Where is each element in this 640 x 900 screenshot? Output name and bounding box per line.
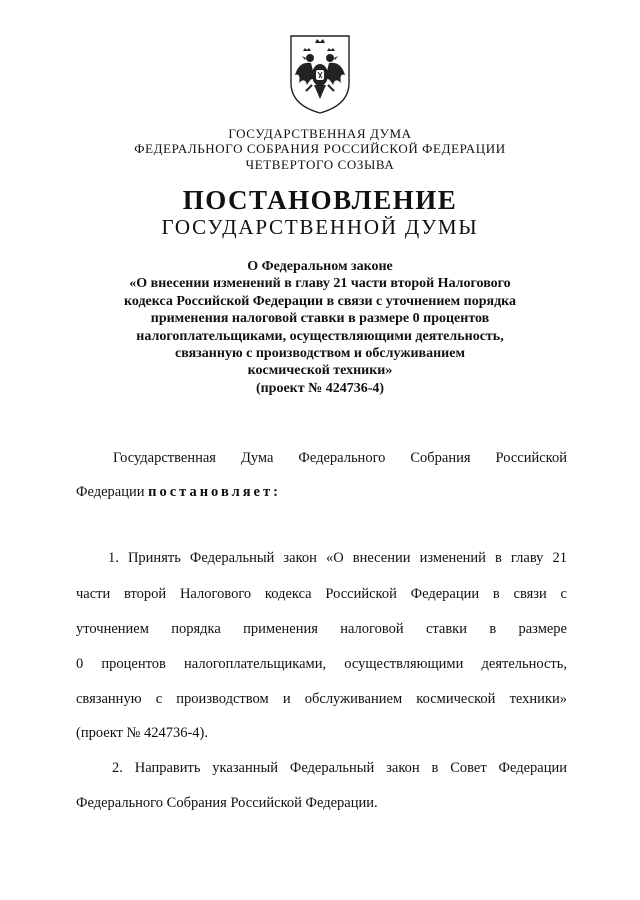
document-title: ПОСТАНОВЛЕНИЕ	[182, 185, 458, 215]
subject-block	[0, 258, 640, 397]
preamble-decree-word: постановляет:	[148, 484, 281, 500]
item1-line: части второй Налогового кодекса Российской Федерации в связи с	[76, 586, 567, 602]
item2-line: Федерального Собрания Российской Федерации.	[76, 795, 378, 811]
item1-line: (проект № 424736-4).	[76, 725, 209, 741]
subject-line: «О внесении изменений в главу 21 части второй Налогового	[129, 276, 511, 292]
item1-line: связанную с производством и обслуживанием космической техники»	[76, 691, 567, 707]
item1-line: 0 процентов налогоплательщиками, осуществляющими деятельность,	[76, 656, 567, 672]
header-line-assembly: ФЕДЕРАЛЬНОГО СОБРАНИЯ РОССИЙСКОЙ ФЕДЕРАЦИИ	[134, 141, 506, 156]
preamble-line: Государственная Дума Федерального Собрания Российской	[113, 450, 567, 466]
preamble-line	[76, 484, 567, 501]
subject-line: кодекса Российской Федерации в связи с уточнением порядка	[123, 293, 517, 309]
subject-line: (проект № 424736-4)	[255, 380, 385, 396]
subject-line: налогоплательщиками, осуществляющими деятельность,	[136, 328, 504, 344]
header-line-convocation: ЧЕТВЕРТОГО СОЗЫВА	[245, 157, 395, 172]
subject-line: космической техники»	[247, 363, 393, 379]
state-emblem-icon	[287, 33, 353, 115]
item1-line: уточнением порядка применения налоговой ставки в размере	[76, 621, 567, 637]
subject-line: связанную с производством и обслуживанием	[175, 346, 465, 362]
subject-line: О Федеральном законе	[247, 259, 393, 274]
item2-line: 2. Направить указанный Федеральный закон в Совет Федерации	[112, 760, 567, 776]
item1-line: 1. Принять Федеральный закон «О внесении изменений в главу 21	[108, 550, 567, 566]
header-line-duma: ГОСУДАРСТВЕННАЯ ДУМА	[228, 126, 412, 141]
preamble-text: Федерации	[76, 484, 145, 500]
subject-line: применения налоговой ставки в размере 0 процентов	[150, 311, 490, 327]
document-subtitle: ГОСУДАРСТВЕННОЙ ДУМЫ	[161, 215, 479, 239]
